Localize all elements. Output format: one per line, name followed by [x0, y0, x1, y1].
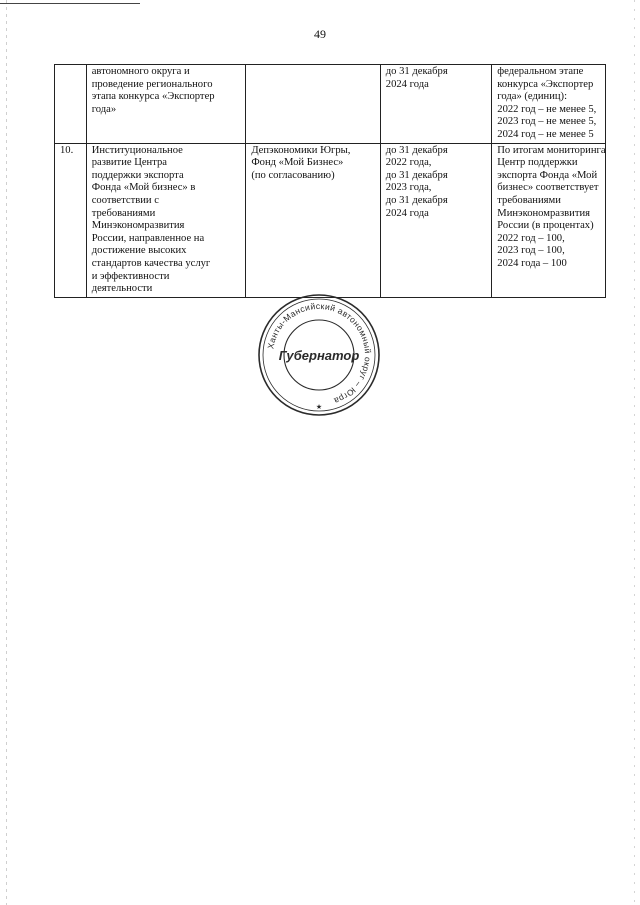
activity-name-line: Минэкономразвития: [91, 220, 185, 232]
activity-name-line: этапа конкурса «Экспортер: [91, 91, 215, 103]
activity-name-cell: [86, 65, 246, 144]
activity-name-line: развитие Центра: [91, 157, 167, 169]
deadline-cell: [380, 143, 492, 297]
executor-line: Депэкономики Югры,: [251, 144, 351, 156]
activity-name-line: Институциональное: [91, 144, 183, 156]
governor-seal: [254, 290, 384, 420]
activity-name-line: поддержки экспорта: [91, 169, 184, 181]
indicator-cell: [492, 143, 606, 297]
activity-name-line: проведение регионального: [91, 78, 213, 90]
activity-name-cell: [86, 143, 246, 297]
row-number-cell: 10.: [55, 143, 87, 297]
indicator-line: года» (единиц):: [497, 91, 568, 103]
seal-center-text: Губернатор: [278, 348, 360, 363]
activity-name-line: России, направленное на: [91, 232, 205, 244]
seal-ring-text: Ханты-Мансийский автономный округ – Югра: [265, 300, 374, 407]
indicator-line: конкурса «Экспортер: [497, 78, 594, 90]
indicator-line: 2024 года – 100: [497, 257, 567, 269]
indicator-line: бизнес» соответствует: [497, 182, 599, 194]
activity-name-line: требованиями: [91, 207, 156, 219]
executor-cell: [246, 143, 380, 297]
activity-name-line: деятельности: [91, 283, 153, 295]
deadline-line: 2024 года: [385, 207, 429, 219]
indicator-line: По итогам мониторинга: [497, 144, 606, 156]
activity-table-body: [55, 65, 606, 298]
indicator-line: России (в процентах): [497, 220, 594, 232]
activity-name-line: стандартов качества услуг: [91, 257, 211, 269]
executor-line: Фонд «Мой Бизнес»: [251, 157, 344, 169]
indicator-line: федеральном этапе: [497, 66, 584, 77]
scan-edge-right: [634, 0, 635, 905]
indicator-line: Минэкономразвития: [497, 207, 590, 219]
deadline-line: до 31 декабря: [385, 66, 448, 77]
activity-name-line: Фонда «Мой бизнес» в: [91, 182, 196, 194]
activity-name-line: достижение высоких: [91, 245, 187, 257]
table-row: [55, 65, 606, 144]
seal-star-icon: ★: [315, 403, 323, 411]
indicator-line: 2023 год – 100,: [497, 245, 565, 257]
deadline-line: до 31 декабря: [385, 144, 448, 156]
activity-name-line: и эффективности: [91, 270, 170, 282]
executor-cell: [246, 65, 380, 144]
executor-line: (по согласованию): [251, 169, 335, 181]
deadline-line: до 31 декабря: [385, 194, 448, 206]
activity-name-line: соответствии с: [91, 194, 159, 206]
scan-edge-mark: [0, 3, 140, 4]
indicator-line: 2023 год – не менее 5,: [497, 116, 597, 128]
indicator-line: требованиями: [497, 194, 561, 206]
deadline-line: 2024 года: [385, 78, 429, 90]
deadline-cell: [380, 65, 492, 144]
row-number-cell: [55, 65, 87, 144]
indicator-line: Центр поддержки: [497, 157, 578, 169]
activity-name-line: автономного округа и: [91, 66, 190, 77]
activity-table: [54, 64, 606, 298]
indicator-line: экспорта Фонда «Мой: [497, 169, 598, 181]
indicator-line: 2022 год – 100,: [497, 232, 565, 244]
activity-name-line: года»: [91, 103, 117, 115]
indicator-line: 2024 год – не менее 5: [497, 128, 594, 140]
deadline-line: до 31 декабря: [385, 169, 448, 181]
page-number: 49: [314, 27, 326, 41]
table-row: [55, 143, 606, 297]
deadline-line: 2023 года,: [385, 182, 432, 194]
indicator-line: 2022 год – не менее 5,: [497, 103, 597, 115]
indicator-cell: [492, 65, 606, 144]
deadline-line: 2022 года,: [385, 157, 432, 169]
scan-edge-left: [6, 0, 7, 905]
